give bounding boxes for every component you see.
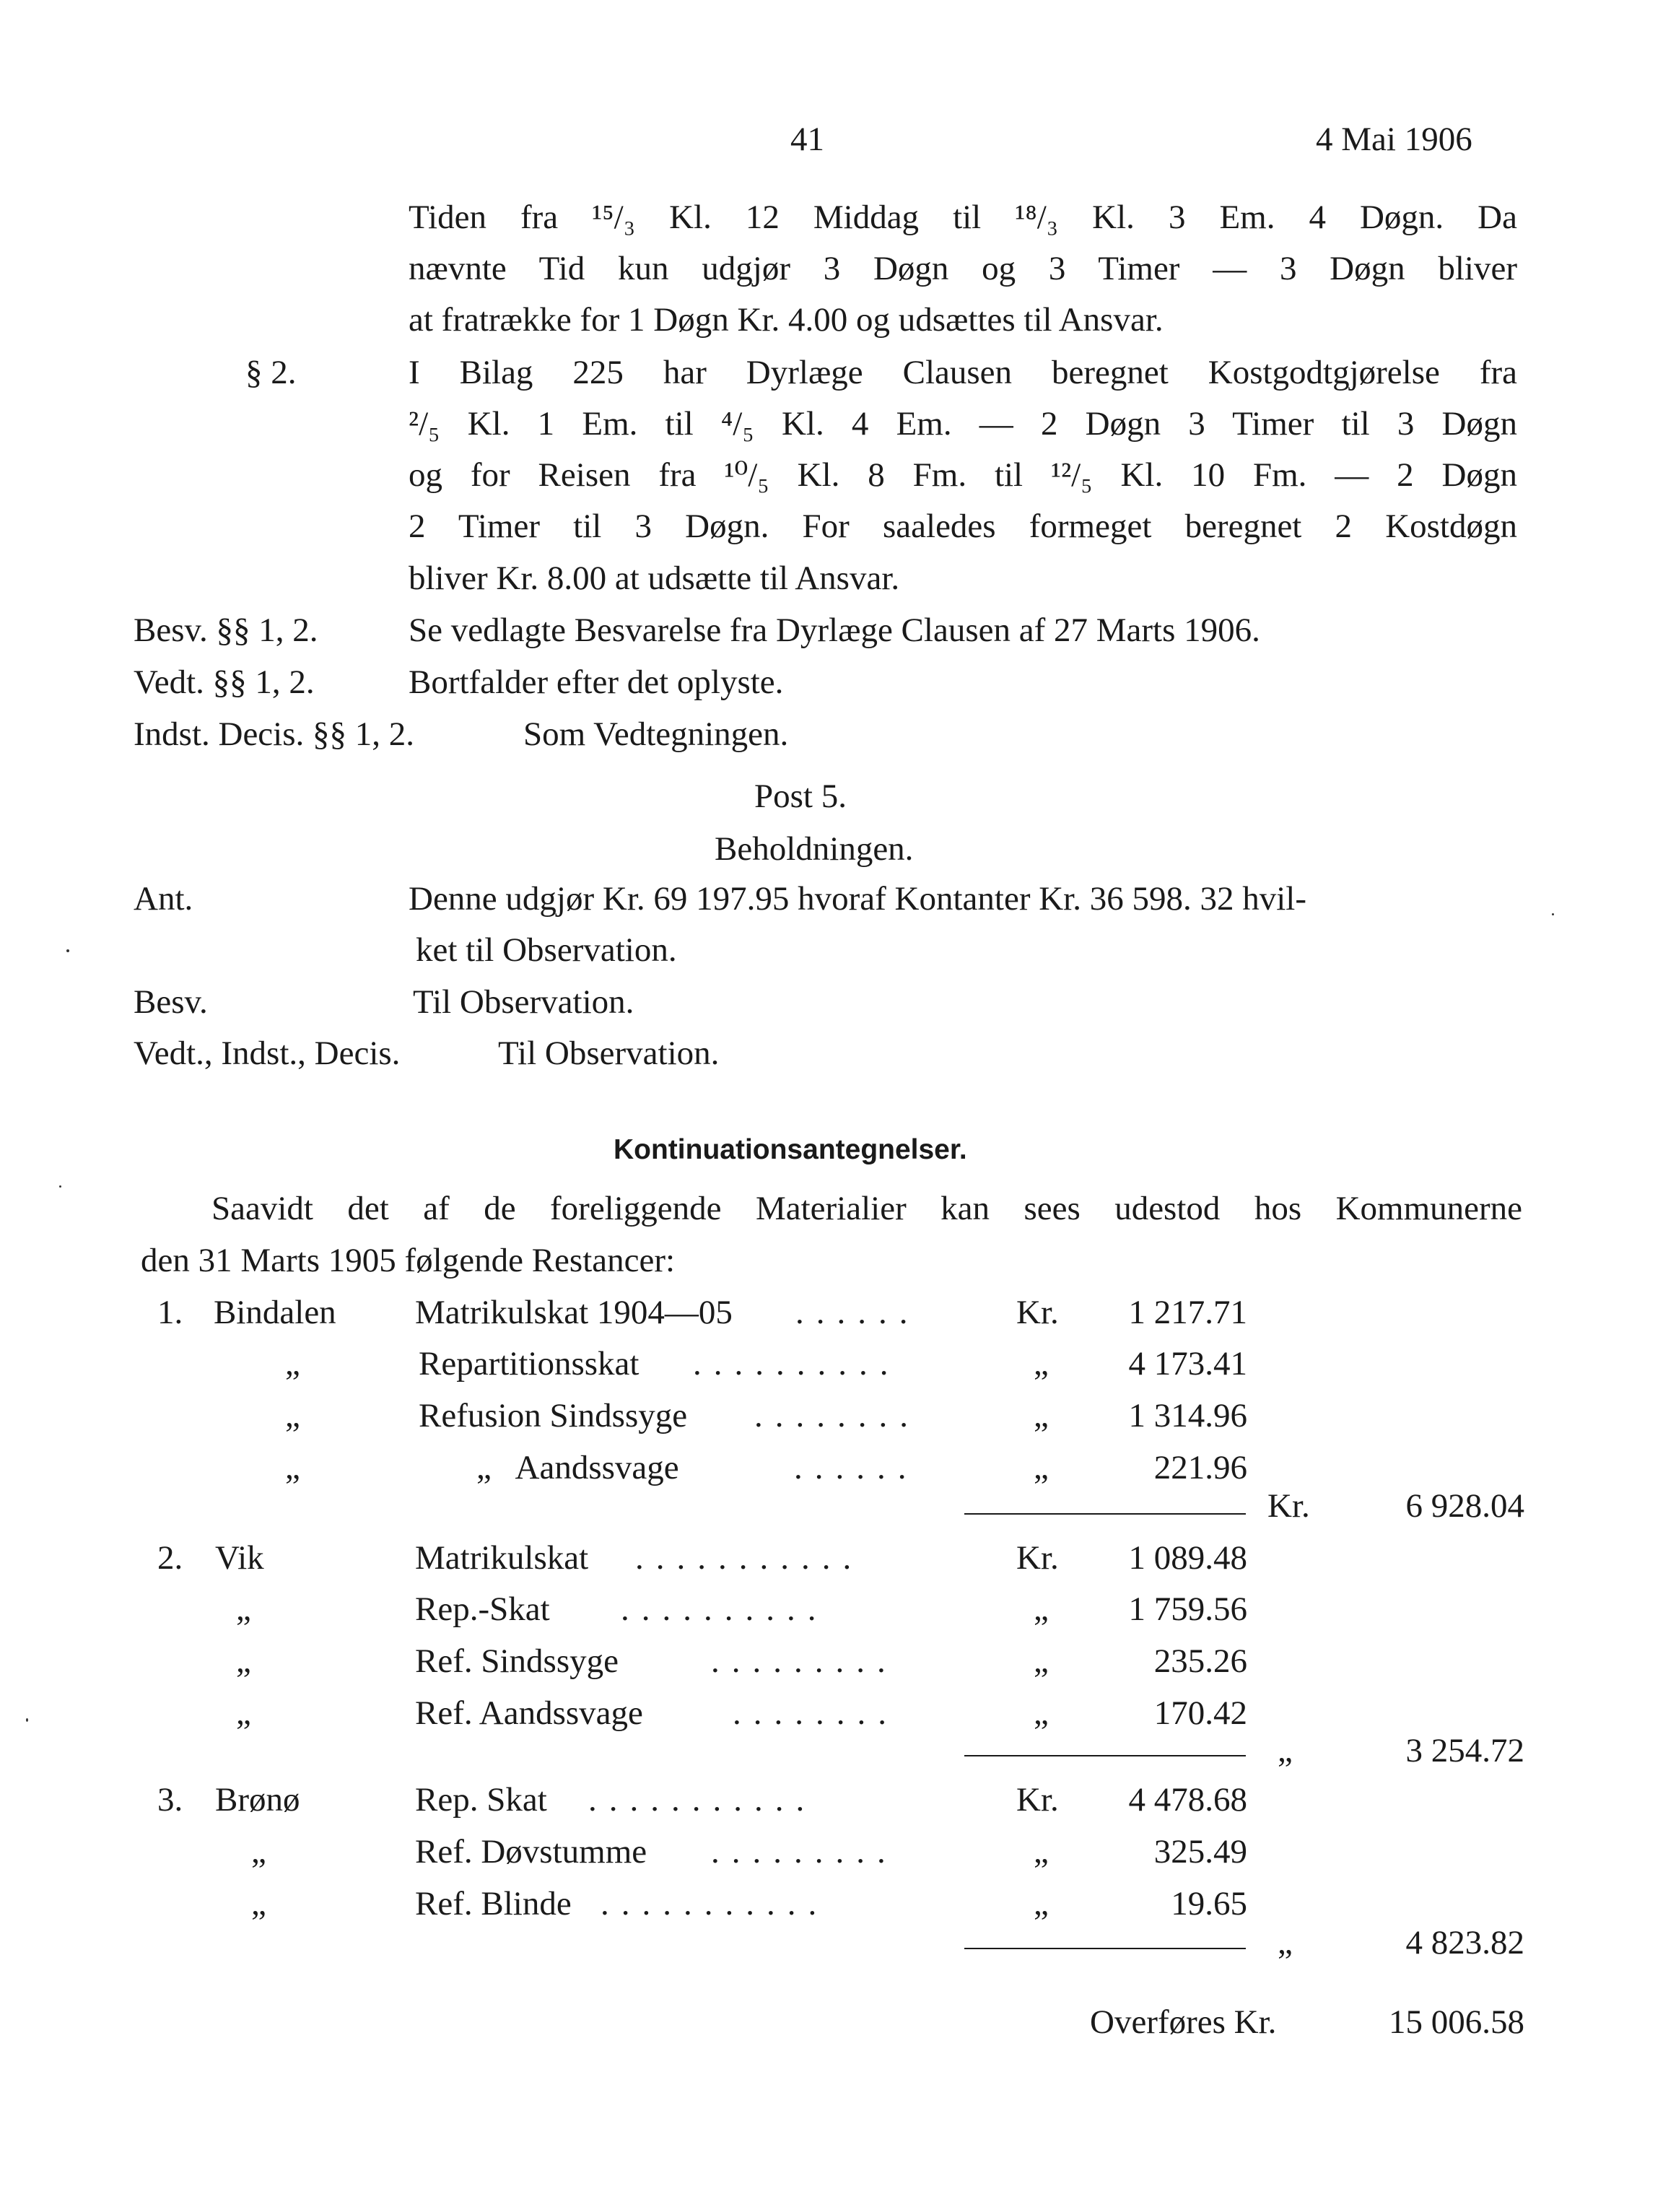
row-item: Repartitionsskat xyxy=(419,1345,640,1382)
row-amount: 1 314.96 xyxy=(1128,1397,1247,1434)
row-amount: 235.26 xyxy=(1153,1642,1247,1680)
ant-label: Ant. xyxy=(134,880,193,918)
vedt-text: Bortfalder efter det oplyste. xyxy=(409,663,784,701)
leader-dots: ........ xyxy=(733,1694,899,1732)
row-unit: „ xyxy=(1034,1642,1049,1680)
row-unit: „ xyxy=(1034,1590,1049,1628)
subtotal-rule xyxy=(964,1948,1246,1949)
row-unit: „ xyxy=(1034,1449,1049,1486)
text-line: 2 Timer til 3 Døgn. For saaledes formeget beregnet 2 Kostdøgn xyxy=(409,508,1517,545)
group-name: Brønø xyxy=(215,1781,300,1819)
row-item: Ref. Aandssvage xyxy=(415,1694,643,1732)
subtotal-rule xyxy=(964,1755,1246,1756)
group-name: Bindalen xyxy=(214,1294,336,1331)
leader-dots: ...... xyxy=(794,1449,919,1486)
subtotal-rule xyxy=(964,1513,1246,1515)
leader-dots: .......... xyxy=(621,1590,829,1628)
group-total: 6 928.04 xyxy=(1405,1487,1524,1525)
scan-speck xyxy=(59,1185,61,1188)
row-item: Refusion Sindssyge xyxy=(419,1397,688,1434)
row-unit: „ xyxy=(1034,1833,1049,1871)
row-amount: 221.96 xyxy=(1153,1449,1247,1486)
ditto-mark: „ xyxy=(251,1833,266,1871)
leader-dots: ......... xyxy=(711,1833,898,1871)
row-item: Matrikulskat 1904—05 xyxy=(415,1294,733,1331)
indst-label: Indst. Decis. §§ 1, 2. xyxy=(134,715,415,753)
indst-text: Som Vedtegningen. xyxy=(523,715,789,753)
ditto-mark: „ xyxy=(236,1694,251,1732)
ant-text: Denne udgjør Kr. 69 197.95 hvoraf Kontanter Kr. 36 598. 32 hvil- xyxy=(409,880,1306,918)
row-amount: 4 173.41 xyxy=(1128,1345,1247,1382)
carry-total: 15 006.58 xyxy=(1389,2003,1524,2041)
total-unit: „ xyxy=(1278,1732,1293,1769)
leader-dots: .......... xyxy=(693,1345,901,1382)
row-item: Rep.-Skat xyxy=(415,1590,550,1628)
leader-dots: ........... xyxy=(635,1539,864,1577)
ditto-mark: „ xyxy=(236,1590,251,1628)
row-unit: Kr. xyxy=(1016,1781,1059,1819)
leader-dots: ........... xyxy=(601,1885,829,1923)
row-unit: Kr. xyxy=(1016,1294,1059,1331)
group-total: 3 254.72 xyxy=(1405,1732,1524,1769)
ditto-mark: „ xyxy=(236,1642,251,1680)
group-number: 3. xyxy=(157,1781,183,1819)
row-item: „ Aandssvage xyxy=(476,1449,679,1486)
group-number: 1. xyxy=(157,1294,183,1331)
page-date: 4 Mai 1906 xyxy=(1316,121,1472,158)
leader-dots: ........... xyxy=(588,1781,817,1819)
text-line: Tiden fra ¹⁵/₃ Kl. 12 Middag til ¹⁸/₃ Kl. 3 Em. 4 Døgn. Da xyxy=(409,199,1517,236)
ditto-mark: „ xyxy=(285,1397,300,1434)
row-item: Ref. Døvstumme xyxy=(415,1833,647,1871)
leader-dots: ........ xyxy=(754,1397,920,1434)
besv-label: Besv. xyxy=(134,983,208,1021)
row-amount: 4 478.68 xyxy=(1128,1781,1247,1819)
section-subtitle: Beholdningen. xyxy=(715,830,914,868)
row-unit: „ xyxy=(1034,1694,1049,1732)
group-name: Vik xyxy=(215,1539,264,1577)
section-title: Post 5. xyxy=(754,778,847,815)
group-number: 2. xyxy=(157,1539,183,1577)
scan-speck xyxy=(1552,913,1554,915)
intro-line: den 31 Marts 1905 følgende Restancer: xyxy=(141,1242,676,1279)
page-number: 41 xyxy=(790,121,824,158)
besv-text: Til Observation. xyxy=(413,983,634,1021)
vedt-text: Til Observation. xyxy=(498,1035,720,1072)
kontinuation-heading: Kontinuationsantegnelser. xyxy=(614,1134,967,1165)
row-amount: 19.65 xyxy=(1171,1885,1247,1923)
text-line: I Bilag 225 har Dyrlæge Clausen beregnet Kostgodtgjørelse fra xyxy=(409,354,1517,391)
row-unit: „ xyxy=(1034,1885,1049,1923)
ditto-mark: „ xyxy=(285,1345,300,1382)
leader-dots: ......... xyxy=(711,1642,898,1680)
intro-line: Saavidt det af de foreliggende Materialier kan sees udestod hos Kommunerne xyxy=(211,1190,1522,1227)
row-unit: „ xyxy=(1034,1345,1049,1382)
row-unit: Kr. xyxy=(1016,1539,1059,1577)
besv-label: Besv. §§ 1, 2. xyxy=(134,611,318,649)
row-item: Ref. Sindssyge xyxy=(415,1642,619,1680)
text-line: at fratrække for 1 Døgn Kr. 4.00 og udsættes til Ansvar. xyxy=(409,301,1164,339)
total-unit: Kr. xyxy=(1267,1487,1310,1525)
carry-label: Overføres Kr. xyxy=(1090,2003,1277,2041)
row-amount: 1 759.56 xyxy=(1128,1590,1247,1628)
text-line: bliver Kr. 8.00 at udsætte til Ansvar. xyxy=(409,559,900,597)
vedt-label: Vedt. §§ 1, 2. xyxy=(134,663,315,701)
besv-text: Se vedlagte Besvarelse fra Dyrlæge Clausen af 27 Marts 1906. xyxy=(409,611,1260,649)
row-unit: „ xyxy=(1034,1397,1049,1434)
paragraph-label: § 2. xyxy=(245,354,297,391)
total-unit: „ xyxy=(1278,1924,1293,1961)
text-line: nævnte Tid kun udgjør 3 Døgn og 3 Timer — 3 Døgn bliver xyxy=(409,250,1517,287)
ant-text-cont: ket til Observation. xyxy=(416,931,677,969)
scan-speck xyxy=(26,1718,28,1722)
ditto-mark: „ xyxy=(285,1449,300,1486)
row-item: Rep. Skat xyxy=(415,1781,547,1819)
row-amount: 1 217.71 xyxy=(1128,1294,1247,1331)
group-total: 4 823.82 xyxy=(1405,1924,1524,1961)
row-item: Matrikulskat xyxy=(415,1539,589,1577)
text-line: og for Reisen fra ¹⁰/₅ Kl. 8 Fm. til ¹²/₅ Kl. 10 Fm. — 2 Døgn xyxy=(409,456,1517,494)
row-amount: 1 089.48 xyxy=(1128,1539,1247,1577)
text-line: ²/₅ Kl. 1 Em. til ⁴/₅ Kl. 4 Em. — 2 Døgn 3 Timer til 3 Døgn xyxy=(409,405,1517,443)
row-item: Ref. Blinde xyxy=(415,1885,572,1923)
row-amount: 325.49 xyxy=(1153,1833,1247,1871)
row-amount: 170.42 xyxy=(1153,1694,1247,1732)
vedt-label: Vedt., Indst., Decis. xyxy=(134,1035,401,1072)
leader-dots: ...... xyxy=(795,1294,920,1331)
scan-speck xyxy=(66,949,69,952)
ditto-mark: „ xyxy=(251,1885,266,1923)
